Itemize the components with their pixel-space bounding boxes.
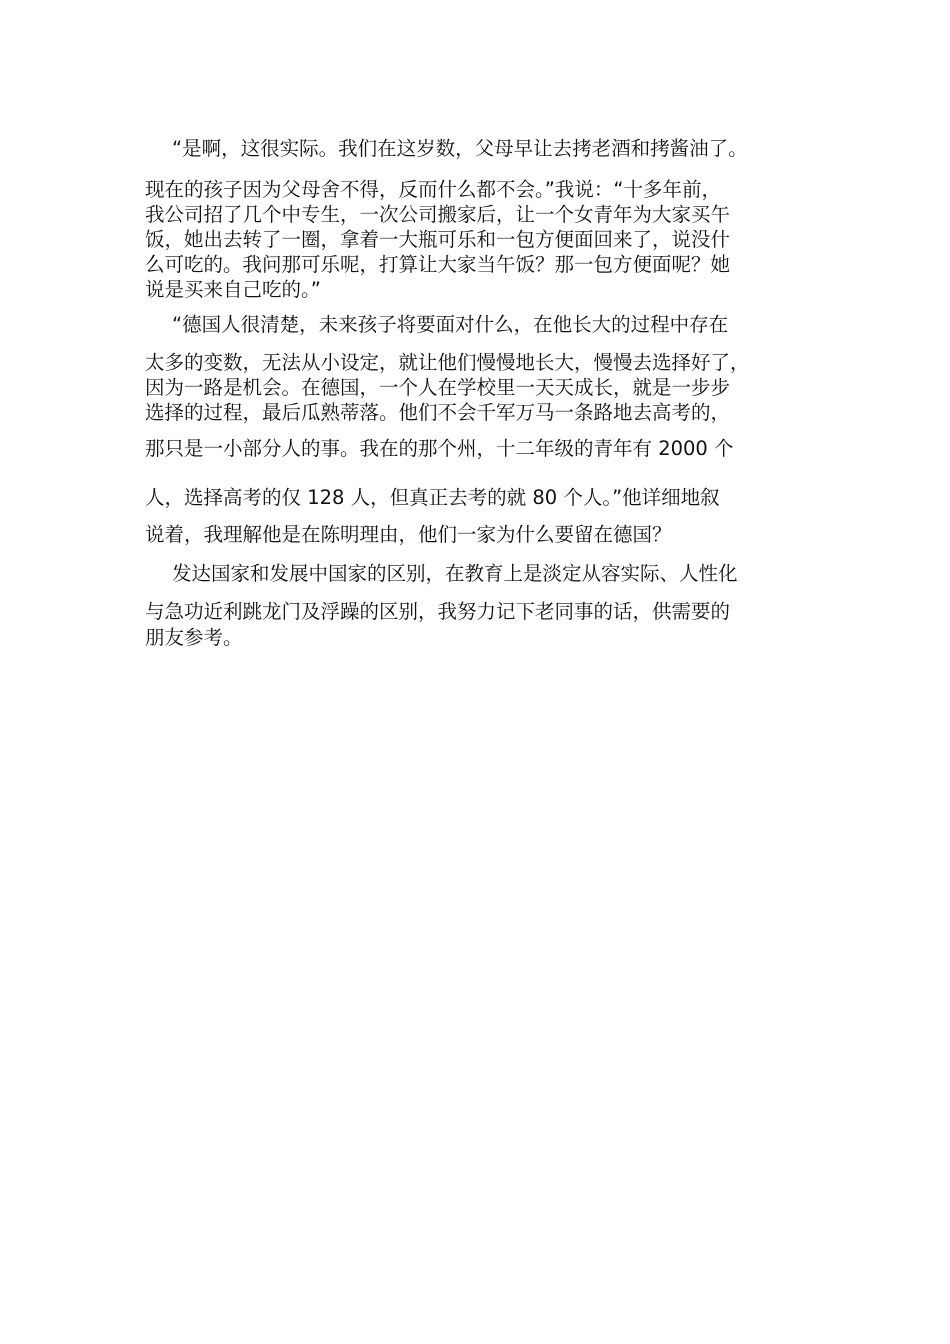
paragraph-1-line-5: 么可吃的。我问那可乐呢，打算让大家当午饭？那一包方便面呢？她 (145, 253, 731, 276)
paragraph-2-line-2: 太多的变数，无法从小设定，就让他们慢慢地长大，慢慢去选择好了， (145, 351, 750, 374)
paragraph-3-line-3: 朋友参考。 (145, 626, 243, 649)
paragraph-3-line-1: 发达国家和发展中国家的区别，在教育上是淡定从容实际、人性化 (172, 562, 738, 585)
paragraph-1-line-4: 饭，她出去转了一圈，拿着一大瓶可乐和一包方便面回来了，说没什 (145, 228, 731, 251)
paragraph-1-line-2: 现在的孩子因为父母舍不得，反而什么都不会。”我说：“十多年前， (145, 178, 721, 201)
paragraph-2-line-3: 因为一路是机会。在德国，一个人在学校里一天天成长，就是一步步 (145, 376, 731, 399)
paragraph-1-line-3: 我公司招了几个中专生，一次公司搬家后，让一个女青年为大家买午 (145, 203, 731, 226)
paragraph-2-line-6: 人，选择高考的仅 128 人，但真正去考的就 80 个人。”他详细地叙 (145, 486, 720, 509)
paragraph-3-line-2: 与急功近利跳龙门及浮躁的区别，我努力记下老同事的话，供需要的 (145, 600, 731, 623)
paragraph-1-line-6: 说是买来自己吃的。” (145, 278, 321, 301)
paragraph-2-line-5: 那只是一小部分人的事。我在的那个州，十二年级的青年有 2000 个 (145, 437, 734, 460)
paragraph-2-line-1: “德国人很清楚，未来孩子将要面对什么，在他长大的过程中存在 (172, 313, 729, 336)
paragraph-1-line-1: “是啊，这很实际。我们在这岁数，父母早让去拷老酒和拷酱油了。 (172, 137, 748, 160)
paragraph-2-line-7: 说着，我理解他是在陈明理由，他们一家为什么要留在德国？ (145, 523, 672, 546)
paragraph-2-line-4: 选择的过程，最后瓜熟蒂落。他们不会千军万马一条路地去高考的， (145, 401, 731, 424)
